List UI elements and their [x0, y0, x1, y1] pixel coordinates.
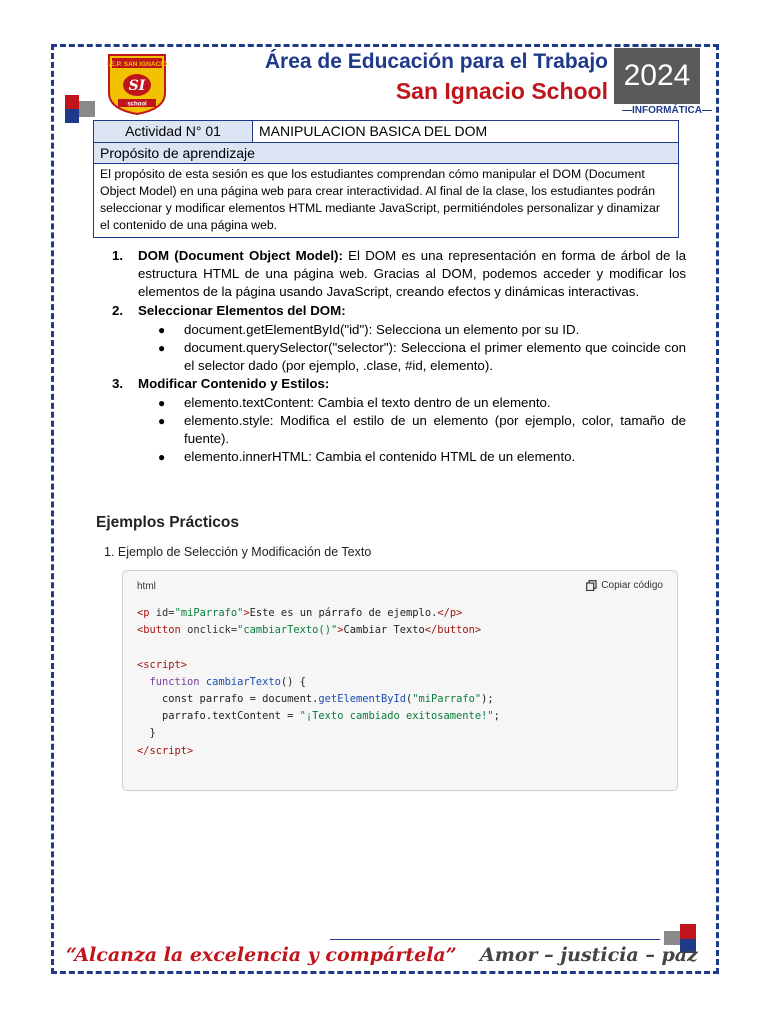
section-title: DOM (Document Object Model): — [138, 248, 343, 263]
footer-line — [330, 939, 660, 940]
main-content — [112, 247, 686, 466]
logo-top-text: I.E.P. SAN IGNACIO — [106, 61, 168, 68]
activity-number: Actividad N° 01 — [94, 121, 253, 142]
bullet-item: ● document.querySelector("selector"): Selecciona el primer elemento que coincide con el selector dado (por ejemplo, .clase, #id, elemento). — [158, 340, 686, 373]
purpose-label: Propósito de aprendizaje — [94, 143, 678, 164]
deco-square — [79, 101, 95, 117]
school-logo — [106, 53, 168, 115]
purpose-text: El propósito de esta sesión es que los estudiantes comprendan cómo manipular el DOM (Document Object Model) en una página web para crear interactividad. Al final de la clase, los estudiantes podrán seleccionar y modificar elementos HTML mediante JavaScript, permitiéndoles personalizar y dinamizar el contenido de una página web. — [100, 167, 660, 232]
logo-bottom-text: school — [127, 101, 147, 108]
activity-title: MANIPULACION BASICA DEL DOM — [259, 123, 488, 139]
examples-heading: Ejemplos Prácticos — [96, 514, 240, 531]
footer-motto: “Alcanza la excelencia y compártela” — [66, 944, 457, 966]
bullet-item: ● elemento.textContent: Cambia el texto dentro de un elemento. — [158, 395, 551, 410]
section-text: El DOM es una representación en forma de árbol de la estructura HTML de una página web. Gracias al DOM, podemos acceder y modificar los elementos de la página usando JavaScript, creando efectos y dinámicas interactivas. — [138, 248, 686, 299]
example-title: 1. Ejemplo de Selección y Modificación de Texto — [104, 545, 372, 559]
footer-values: Amor – justicia – paz — [480, 944, 698, 966]
bullet-item: ● elemento.innerHTML: Cambia el contenido HTML de un elemento. — [158, 449, 576, 464]
copy-icon — [586, 580, 597, 591]
logo-initials: SI — [128, 78, 146, 94]
list-item: 3. Modificar Contenido y Estilos: — [112, 375, 686, 393]
section-title: Modificar Contenido y Estilos: — [138, 376, 330, 391]
bullet-item: ● elemento.style: Modifica el estilo de un elemento (por ejemplo, color, tamaño de fuente). — [158, 413, 686, 446]
school-name: San Ignacio School — [395, 78, 608, 104]
bullet-item: ● document.getElementById("id"): Selecciona un elemento por su ID. — [158, 322, 580, 337]
list-item: 1. DOM (Document Object Model): El DOM es una representación en forma de árbol de la estructura HTML de una página web. Gracias al DOM, podemos acceder y modificar los elementos de la página usando JavaScript, creando efectos y dinámicas interactivas. — [112, 248, 686, 299]
code-language: html — [137, 581, 156, 592]
deco-square — [65, 95, 79, 109]
deco-square — [664, 931, 680, 945]
code-block — [122, 570, 678, 791]
deco-square — [65, 109, 79, 123]
code-content: <p id="miParrafo">Este es un párrafo de ejemplo.</p> <button onclick="cambiarTexto()">Cambiar Texto</button> <script> function cambiarTexto() { const parrafo = document.getElementById("miParrafo"); parrafo.textContent = "¡Texto cambiado exitosamente!"; } </script> — [137, 607, 500, 757]
deco-square — [680, 924, 696, 939]
list-item: 2. Seleccionar Elementos del DOM: — [112, 302, 686, 320]
year-badge: 2024 — [614, 48, 700, 104]
copy-code-button[interactable]: Copiar código — [586, 580, 663, 591]
area-label: —INFORMÁTICA— — [622, 105, 712, 116]
header-title: Área de Educación para el Trabajo — [264, 50, 608, 73]
section-title: Seleccionar Elementos del DOM: — [138, 303, 346, 318]
activity-table — [93, 120, 679, 238]
